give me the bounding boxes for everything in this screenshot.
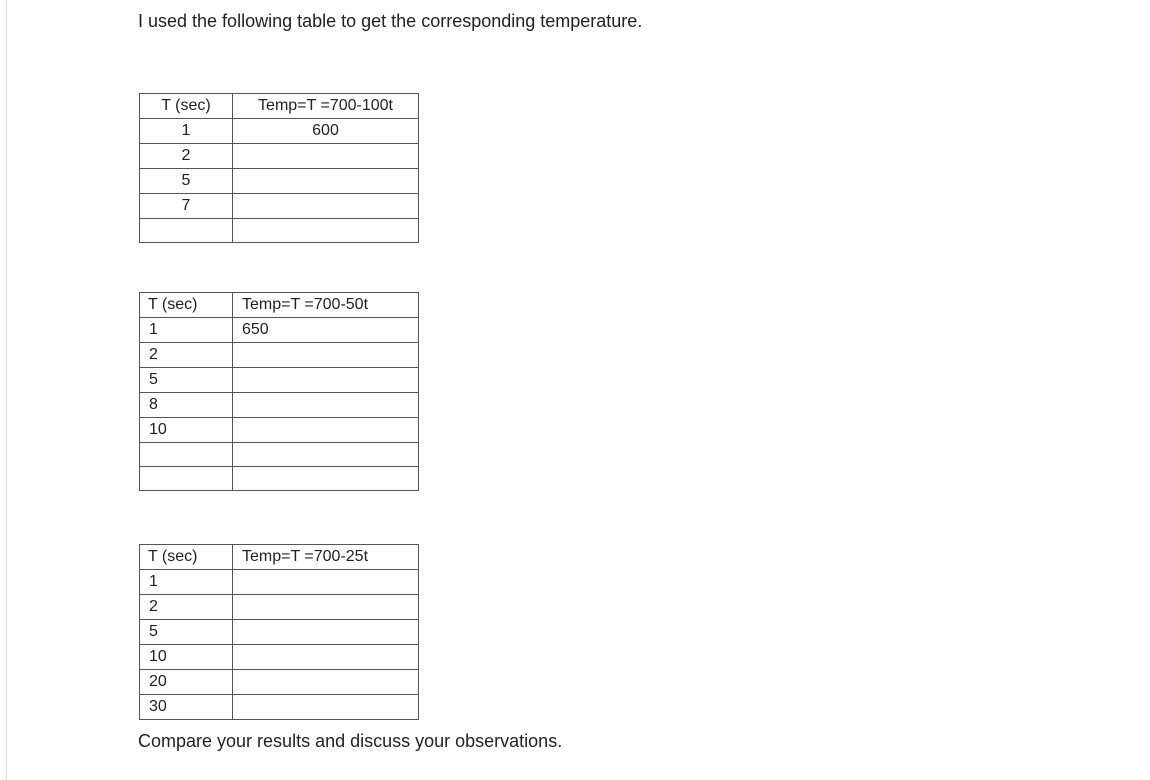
header-time: T (sec) [140,94,233,119]
cell-time [140,467,233,491]
header-temp: Temp=T =700-100t [233,94,419,119]
table-row [140,670,419,695]
intro-text: I used the following table to get the corresponding temperature. [138,11,643,31]
header-time: T (sec) [140,545,233,570]
table-row [140,219,419,243]
table-row [140,368,419,393]
cell-temp [233,368,419,393]
table-row [140,169,419,194]
table-row [140,318,419,343]
cell-time: 10 [140,645,233,670]
table-row [140,343,419,368]
cell-time: 1 [140,570,233,595]
cell-temp [233,169,419,194]
page-border [6,0,7,780]
cell-temp [233,645,419,670]
cell-time: 1 [140,318,233,343]
cell-temp [233,695,419,720]
cell-temp [233,418,419,443]
table-row [140,194,419,219]
cell-time: 5 [140,368,233,393]
cell-time: 8 [140,393,233,418]
cell-temp [233,595,419,620]
cell-temp: 650 [233,318,419,343]
header-time: T (sec) [140,293,233,318]
cell-time [140,443,233,467]
cell-temp [233,194,419,219]
temperature-table-2 [139,292,419,491]
cell-temp [233,670,419,695]
cell-time: 5 [140,620,233,645]
cell-temp [233,144,419,169]
table-header-row [140,94,419,119]
cell-time: 1 [140,119,233,144]
table-row [140,595,419,620]
header-temp: Temp=T =700-25t [233,545,419,570]
table-row [140,695,419,720]
cell-time [140,219,233,243]
table-row [140,620,419,645]
cell-time: 20 [140,670,233,695]
temperature-table-1 [139,93,419,243]
temperature-table-3 [139,544,419,720]
cell-temp [233,393,419,418]
table-header-row [140,545,419,570]
cell-temp [233,443,419,467]
cell-time: 30 [140,695,233,720]
cell-time: 2 [140,144,233,169]
table-row [140,119,419,144]
table-row [140,144,419,169]
outro-text: Compare your results and discuss your observations. [138,731,563,751]
header-temp: Temp=T =700-50t [233,293,419,318]
cell-temp [233,570,419,595]
table-row [140,443,419,467]
table-row [140,393,419,418]
table-row [140,418,419,443]
cell-time: 5 [140,169,233,194]
table-row [140,467,419,491]
cell-temp [233,219,419,243]
cell-time: 10 [140,418,233,443]
cell-time: 2 [140,595,233,620]
cell-temp [233,620,419,645]
cell-temp: 600 [233,119,419,144]
cell-time: 2 [140,343,233,368]
table-row [140,570,419,595]
table-header-row [140,293,419,318]
cell-temp [233,343,419,368]
table-row [140,645,419,670]
cell-time: 7 [140,194,233,219]
cell-temp [233,467,419,491]
